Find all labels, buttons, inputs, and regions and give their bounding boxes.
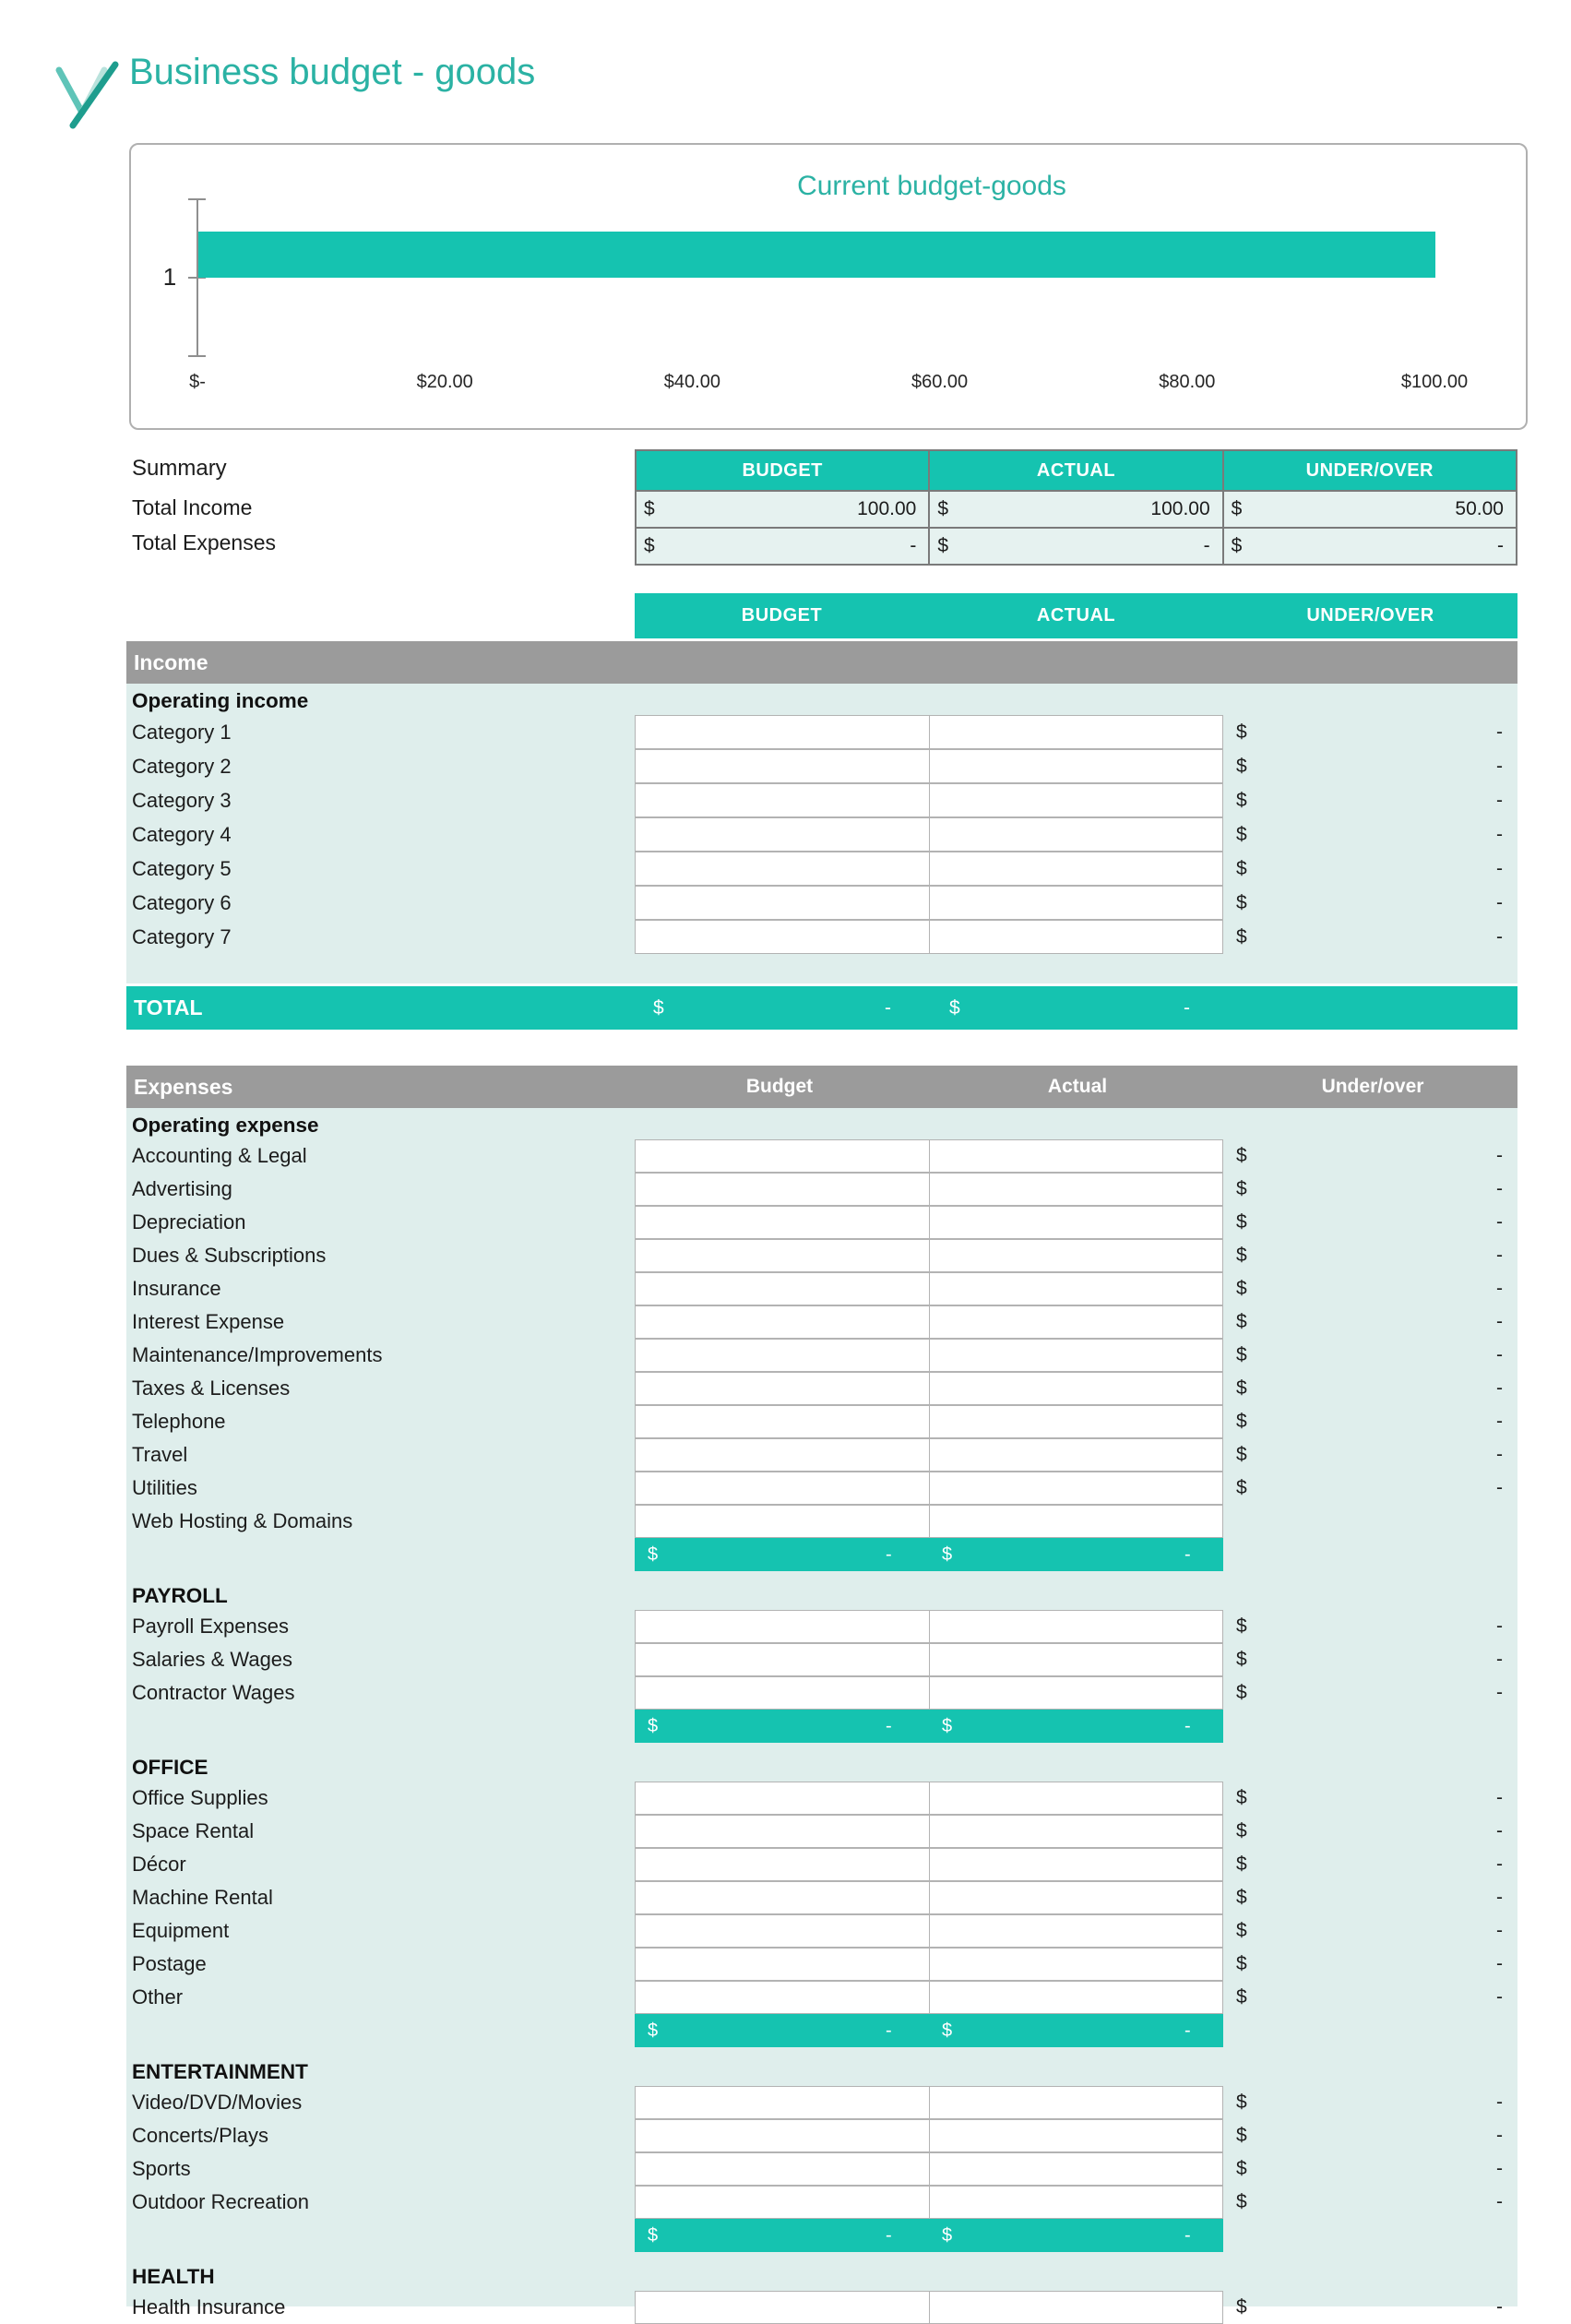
- underover-value: -: [1496, 1887, 1503, 1908]
- expense-actual-input-cell[interactable]: [929, 1372, 1223, 1405]
- income-banner-label: Income: [134, 650, 208, 674]
- expense-budget-input-cell[interactable]: [635, 1173, 930, 1206]
- expense-budget-input-cell[interactable]: [635, 2119, 930, 2152]
- expense-row: [126, 1372, 1517, 1405]
- currency-symbol: $: [942, 1544, 953, 1565]
- income-row: [126, 886, 1517, 920]
- income-row: [126, 783, 1517, 817]
- expenses-col-budget: Budget: [745, 1076, 814, 1097]
- expense-item-label: Other: [132, 1985, 184, 2008]
- amount-value: 100.00: [857, 498, 917, 519]
- underover-currency: $: [1236, 1887, 1247, 1908]
- axis-tick: [188, 198, 206, 200]
- expense-budget-input-cell[interactable]: [635, 1272, 930, 1305]
- expense-row: [126, 1815, 1517, 1848]
- currency-symbol: $: [942, 2020, 953, 2041]
- total-income-label: Total Income: [132, 495, 253, 519]
- underover-value: -: [1496, 1411, 1503, 1432]
- amount-value: -: [1184, 1544, 1191, 1565]
- expense-item-label: Space Rental: [132, 1819, 255, 1842]
- underover-value: -: [1496, 721, 1503, 743]
- x-axis-tick-label: $60.00: [911, 372, 969, 392]
- amount-value: -: [1184, 2020, 1191, 2041]
- expense-budget-input-cell[interactable]: [635, 2086, 930, 2119]
- expense-group-heading: ENTERTAINMENT: [132, 2060, 308, 2083]
- underover-value: -: [1496, 2191, 1503, 2212]
- expense-item-label: Accounting & Legal: [132, 1144, 307, 1167]
- total-expenses-budget-cell: [637, 529, 928, 564]
- amount-value: -: [886, 2020, 892, 2041]
- brand-logo-icon: [48, 59, 125, 131]
- expense-row: [126, 2119, 1517, 2152]
- expense-actual-input-cell[interactable]: [929, 1139, 1223, 1173]
- income-budget-input-cell[interactable]: [635, 886, 930, 920]
- expense-group: [126, 1750, 1517, 2047]
- expense-actual-input-cell[interactable]: [929, 1206, 1223, 1239]
- expense-group: [126, 2259, 1517, 2324]
- underover-currency: $: [1236, 2125, 1247, 2146]
- underover-value: -: [1496, 2125, 1503, 2146]
- underover-value: -: [1496, 1820, 1503, 1841]
- currency-symbol: $: [949, 997, 960, 1019]
- expense-row: [126, 1948, 1517, 1981]
- expense-actual-input-cell[interactable]: [929, 2291, 1223, 2324]
- amount-value: -: [886, 1544, 892, 1565]
- underover-currency: $: [1236, 1920, 1247, 1941]
- expense-item-label: Sports: [132, 2157, 191, 2180]
- axis-tick: [188, 355, 206, 357]
- income-col-budget: BUDGET: [741, 605, 823, 626]
- underover-currency: $: [1236, 1278, 1247, 1299]
- expense-item-label: Utilities: [132, 1476, 197, 1499]
- summary-total-income-row: [637, 490, 1516, 527]
- chart-title: Current budget-goods: [797, 171, 1066, 201]
- expense-item-label: Travel: [132, 1443, 188, 1466]
- income-budget-input-cell[interactable]: [635, 817, 930, 852]
- expense-actual-input-cell[interactable]: [929, 1505, 1223, 1538]
- amount-value: -: [1203, 535, 1210, 556]
- underover-currency: $: [1236, 1953, 1247, 1974]
- expense-row: [126, 2291, 1517, 2324]
- underover-value: -: [1496, 1682, 1503, 1703]
- amount-value: -: [1184, 1716, 1191, 1736]
- expense-item-label: Décor: [132, 1853, 186, 1876]
- income-banner: [126, 641, 1517, 684]
- income-col-underover: UNDER/OVER: [1306, 605, 1434, 626]
- currency-symbol: $: [1231, 535, 1243, 556]
- expense-row: [126, 2086, 1517, 2119]
- expense-budget-input-cell[interactable]: [635, 1405, 930, 1438]
- expense-subtotal-bar: [635, 2014, 1223, 2047]
- summary-table: [635, 449, 1517, 566]
- expense-actual-input-cell[interactable]: [929, 1305, 1223, 1339]
- expense-budget-input-cell[interactable]: [635, 1782, 930, 1815]
- expense-actual-input-cell[interactable]: [929, 2186, 1223, 2219]
- x-axis-tick-label: $100.00: [1400, 372, 1469, 392]
- income-category-label: Category 2: [132, 754, 232, 778]
- income-budget-input-cell[interactable]: [635, 783, 930, 817]
- underover-value: -: [1496, 2296, 1503, 2318]
- total-expenses-actual-cell: [928, 529, 1221, 564]
- expense-item-label: Insurance: [132, 1277, 221, 1300]
- expense-row: [126, 1782, 1517, 1815]
- expense-row: [126, 1305, 1517, 1339]
- expense-row: [126, 1405, 1517, 1438]
- income-total-label: TOTAL: [134, 995, 203, 1019]
- expense-row: [126, 1914, 1517, 1948]
- expense-actual-input-cell[interactable]: [929, 2086, 1223, 2119]
- expense-subtotal-bar: [635, 1538, 1223, 1571]
- income-columns-header: [635, 593, 1517, 638]
- expense-actual-input-cell[interactable]: [929, 2119, 1223, 2152]
- expense-row: [126, 1438, 1517, 1472]
- expense-item-label: Dues & Subscriptions: [132, 1244, 327, 1267]
- underover-value: -: [1496, 1245, 1503, 1266]
- underover-value: -: [1496, 823, 1503, 845]
- income-category-label: Category 3: [132, 788, 232, 812]
- expense-group-heading: HEALTH: [132, 2265, 215, 2288]
- expense-budget-input-cell[interactable]: [635, 1438, 930, 1472]
- income-category-label: Category 7: [132, 924, 232, 948]
- expense-item-label: Equipment: [132, 1919, 230, 1942]
- currency-symbol: $: [644, 535, 655, 556]
- expense-item-label: Video/DVD/Movies: [132, 2091, 303, 2114]
- expense-item-label: Contractor Wages: [132, 1681, 295, 1704]
- budget-chart-card: [129, 143, 1528, 430]
- chart-category-label: 1: [162, 263, 177, 291]
- underover-currency: $: [1236, 1444, 1247, 1465]
- income-category-label: Category 6: [132, 890, 232, 914]
- expense-row: [126, 1881, 1517, 1914]
- expense-actual-input-cell[interactable]: [929, 1676, 1223, 1710]
- underover-currency: $: [1236, 1344, 1247, 1365]
- expense-actual-input-cell[interactable]: [929, 1643, 1223, 1676]
- expense-row: [126, 1239, 1517, 1272]
- expense-item-label: Postage: [132, 1952, 207, 1975]
- expense-item-label: Interest Expense: [132, 1310, 285, 1333]
- currency-symbol: $: [942, 2225, 953, 2246]
- underover-currency: $: [1236, 823, 1247, 845]
- expense-budget-input-cell[interactable]: [635, 1305, 930, 1339]
- expense-row: [126, 1206, 1517, 1239]
- expense-actual-input-cell[interactable]: [929, 1272, 1223, 1305]
- income-budget-input-cell[interactable]: [635, 715, 930, 749]
- expense-item-label: Payroll Expenses: [132, 1615, 289, 1638]
- income-budget-input-cell[interactable]: [635, 852, 930, 886]
- currency-symbol: $: [937, 498, 949, 519]
- underover-currency: $: [1236, 1820, 1247, 1841]
- underover-value: -: [1496, 891, 1503, 913]
- expense-actual-input-cell[interactable]: [929, 1173, 1223, 1206]
- currency-symbol: $: [648, 2225, 659, 2246]
- underover-value: -: [1496, 1311, 1503, 1332]
- expense-subtotal-bar: [635, 1710, 1223, 1743]
- income-section: [126, 684, 1517, 983]
- underover-value: -: [1496, 1787, 1503, 1808]
- underover-currency: $: [1236, 1145, 1247, 1166]
- expense-actual-input-cell[interactable]: [929, 2152, 1223, 2186]
- income-budget-input-cell[interactable]: [635, 920, 930, 954]
- expense-item-label: Web Hosting & Domains: [132, 1509, 353, 1532]
- expense-budget-input-cell[interactable]: [635, 1239, 930, 1272]
- total-expenses-underover-cell: [1222, 529, 1516, 564]
- expenses-banner-label: Expenses: [134, 1075, 233, 1099]
- underover-value: -: [1496, 1953, 1503, 1974]
- underover-currency: $: [1236, 2158, 1247, 2179]
- expense-budget-input-cell[interactable]: [635, 1339, 930, 1372]
- expense-row: [126, 2186, 1517, 2219]
- underover-currency: $: [1236, 857, 1247, 879]
- expense-row: [126, 1505, 1517, 1538]
- expense-budget-input-cell[interactable]: [635, 1206, 930, 1239]
- underover-value: -: [1496, 1444, 1503, 1465]
- underover-currency: $: [1236, 755, 1247, 777]
- expense-group: [126, 1108, 1517, 1571]
- income-col-actual: ACTUAL: [1036, 605, 1116, 626]
- expense-budget-input-cell[interactable]: [635, 1914, 930, 1948]
- underover-currency: $: [1236, 1377, 1247, 1399]
- expense-budget-input-cell[interactable]: [635, 1676, 930, 1710]
- underover-currency: $: [1236, 2296, 1247, 2318]
- income-group-heading: Operating income: [132, 689, 309, 712]
- expense-row: [126, 1848, 1517, 1881]
- income-row: [126, 920, 1517, 954]
- expense-budget-input-cell[interactable]: [635, 1643, 930, 1676]
- expense-budget-input-cell[interactable]: [635, 1815, 930, 1848]
- expense-budget-input-cell[interactable]: [635, 1372, 930, 1405]
- amount-value: -: [1184, 2225, 1191, 2246]
- underover-value: -: [1496, 1853, 1503, 1875]
- expenses-section: [126, 1108, 1517, 2318]
- x-axis-tick-label: $-: [189, 372, 206, 392]
- underover-currency: $: [1236, 2191, 1247, 2212]
- expense-item-label: Telephone: [132, 1410, 226, 1433]
- summary-header-row: [637, 451, 1516, 490]
- income-actual-input-cell[interactable]: [929, 920, 1223, 954]
- expense-budget-input-cell[interactable]: [635, 1848, 930, 1881]
- expense-group-heading: PAYROLL: [132, 1584, 228, 1607]
- underover-currency: $: [1236, 925, 1247, 947]
- income-row: [126, 749, 1517, 783]
- amount-value: -: [910, 535, 917, 556]
- underover-value: -: [1496, 1986, 1503, 2008]
- amount-value: -: [1496, 535, 1504, 556]
- income-actual-input-cell[interactable]: [929, 886, 1223, 920]
- expense-item-label: Maintenance/Improvements: [132, 1343, 383, 1366]
- currency-symbol: $: [942, 1716, 953, 1736]
- page-title: Business budget - goods: [129, 52, 536, 92]
- expense-group-heading: Operating expense: [132, 1114, 319, 1137]
- underover-currency: $: [1236, 1986, 1247, 2008]
- currency-symbol: $: [653, 997, 664, 1019]
- expense-actual-input-cell[interactable]: [929, 1848, 1223, 1881]
- expense-group: [126, 2055, 1517, 2252]
- expense-subtotal-bar: [635, 2219, 1223, 2252]
- expense-item-label: Office Supplies: [132, 1786, 268, 1809]
- underover-value: -: [1496, 1278, 1503, 1299]
- income-total-bar: [126, 986, 1517, 1030]
- underover-currency: $: [1236, 1649, 1247, 1670]
- expense-budget-input-cell[interactable]: [635, 2152, 930, 2186]
- underover-value: -: [1496, 857, 1503, 879]
- amount-value: -: [885, 997, 891, 1019]
- currency-symbol: $: [648, 1544, 659, 1565]
- expense-item-label: Taxes & Licenses: [132, 1377, 291, 1400]
- currency-symbol: $: [937, 535, 949, 556]
- expense-budget-input-cell[interactable]: [635, 1139, 930, 1173]
- underover-currency: $: [1236, 721, 1247, 743]
- expense-row: [126, 1676, 1517, 1710]
- expense-actual-input-cell[interactable]: [929, 1610, 1223, 1643]
- underover-value: -: [1496, 2158, 1503, 2179]
- expense-actual-input-cell[interactable]: [929, 1472, 1223, 1505]
- expense-actual-input-cell[interactable]: [929, 1948, 1223, 1981]
- underover-currency: $: [1236, 1477, 1247, 1498]
- income-category-label: Category 1: [132, 720, 232, 744]
- expense-row: [126, 1610, 1517, 1643]
- expense-actual-input-cell[interactable]: [929, 1914, 1223, 1948]
- underover-currency: $: [1236, 789, 1247, 811]
- expense-row: [126, 1981, 1517, 2014]
- underover-value: -: [1496, 1178, 1503, 1199]
- expense-budget-input-cell[interactable]: [635, 1881, 930, 1914]
- expense-row: [126, 2152, 1517, 2186]
- expense-item-label: Health Insurance: [132, 2295, 286, 2318]
- underover-currency: $: [1236, 1178, 1247, 1199]
- expense-row: [126, 1643, 1517, 1676]
- expense-group-heading: OFFICE: [132, 1756, 208, 1779]
- expense-actual-input-cell[interactable]: [929, 1815, 1223, 1848]
- expense-budget-input-cell[interactable]: [635, 1948, 930, 1981]
- summary-section-label: Summary: [132, 456, 227, 481]
- underover-value: -: [1496, 1344, 1503, 1365]
- underover-value: -: [1496, 1649, 1503, 1670]
- expense-budget-input-cell[interactable]: [635, 1610, 930, 1643]
- total-expenses-label: Total Expenses: [132, 530, 276, 554]
- underover-value: -: [1496, 789, 1503, 811]
- underover-currency: $: [1236, 1682, 1247, 1703]
- income-actual-input-cell[interactable]: [929, 852, 1223, 886]
- income-row: [126, 715, 1517, 749]
- amount-value: -: [1184, 997, 1190, 1019]
- underover-currency: $: [1236, 1615, 1247, 1637]
- amount-value: 50.00: [1455, 498, 1504, 519]
- income-row: [126, 817, 1517, 852]
- income-actual-input-cell[interactable]: [929, 715, 1223, 749]
- income-actual-input-cell[interactable]: [929, 783, 1223, 817]
- expenses-banner: [126, 1066, 1517, 1108]
- amount-value: 100.00: [1150, 498, 1210, 519]
- income-row: [126, 852, 1517, 886]
- chart-bar: [198, 232, 1435, 278]
- underover-currency: $: [1236, 2092, 1247, 2113]
- x-axis-tick-label: $40.00: [663, 372, 720, 392]
- income-actual-input-cell[interactable]: [929, 817, 1223, 852]
- expense-actual-input-cell[interactable]: [929, 1239, 1223, 1272]
- expense-budget-input-cell[interactable]: [635, 1981, 930, 2014]
- underover-value: -: [1496, 1211, 1503, 1233]
- income-category-label: Category 4: [132, 822, 232, 846]
- currency-symbol: $: [1231, 498, 1243, 519]
- underover-currency: $: [1236, 891, 1247, 913]
- total-income-underover-cell: [1222, 492, 1516, 527]
- underover-currency: $: [1236, 1787, 1247, 1808]
- summary-col-actual: ACTUAL: [928, 451, 1221, 490]
- x-axis-tick-label: $80.00: [1159, 372, 1216, 392]
- underover-currency: $: [1236, 1245, 1247, 1266]
- expense-group: [126, 1579, 1517, 1743]
- expense-budget-input-cell[interactable]: [635, 2291, 930, 2324]
- underover-currency: $: [1236, 1853, 1247, 1875]
- expense-row: [126, 1139, 1517, 1173]
- expense-item-label: Advertising: [132, 1177, 232, 1200]
- underover-value: -: [1496, 755, 1503, 777]
- expense-actual-input-cell[interactable]: [929, 1782, 1223, 1815]
- expense-budget-input-cell[interactable]: [635, 1472, 930, 1505]
- expense-budget-input-cell[interactable]: [635, 2186, 930, 2219]
- expense-actual-input-cell[interactable]: [929, 1438, 1223, 1472]
- income-category-label: Category 5: [132, 856, 232, 880]
- underover-value: -: [1496, 1920, 1503, 1941]
- currency-symbol: $: [648, 1716, 659, 1736]
- income-actual-input-cell[interactable]: [929, 749, 1223, 783]
- total-income-budget-cell: [637, 492, 928, 527]
- expenses-col-actual: Actual: [1047, 1076, 1108, 1097]
- expense-row: [126, 1472, 1517, 1505]
- underover-value: -: [1496, 1615, 1503, 1637]
- underover-currency: $: [1236, 1211, 1247, 1233]
- expense-row: [126, 1339, 1517, 1372]
- underover-currency: $: [1236, 1311, 1247, 1332]
- expense-row: [126, 1173, 1517, 1206]
- currency-symbol: $: [644, 498, 655, 519]
- expense-budget-input-cell[interactable]: [635, 1505, 930, 1538]
- summary-total-expenses-row: [637, 527, 1516, 564]
- total-income-actual-cell: [928, 492, 1221, 527]
- expense-actual-input-cell[interactable]: [929, 1339, 1223, 1372]
- expense-item-label: Depreciation: [132, 1210, 246, 1234]
- expenses-col-underover: Under/over: [1321, 1076, 1424, 1097]
- underover-value: -: [1496, 1477, 1503, 1498]
- amount-value: -: [886, 2225, 892, 2246]
- expense-item-label: Salaries & Wages: [132, 1648, 293, 1671]
- expense-item-label: Machine Rental: [132, 1886, 273, 1909]
- underover-value: -: [1496, 2092, 1503, 2113]
- underover-value: -: [1496, 1145, 1503, 1166]
- amount-value: -: [886, 1716, 892, 1736]
- expense-actual-input-cell[interactable]: [929, 1405, 1223, 1438]
- expense-item-label: Concerts/Plays: [132, 2124, 268, 2147]
- underover-value: -: [1496, 925, 1503, 947]
- income-budget-input-cell[interactable]: [635, 749, 930, 783]
- currency-symbol: $: [648, 2020, 659, 2041]
- x-axis-tick-label: $20.00: [416, 372, 473, 392]
- summary-col-underover: UNDER/OVER: [1222, 451, 1516, 490]
- summary-col-budget: BUDGET: [637, 451, 928, 490]
- expense-actual-input-cell[interactable]: [929, 1981, 1223, 2014]
- underover-currency: $: [1236, 1411, 1247, 1432]
- expense-row: [126, 1272, 1517, 1305]
- underover-value: -: [1496, 1377, 1503, 1399]
- expense-actual-input-cell[interactable]: [929, 1881, 1223, 1914]
- expense-item-label: Outdoor Recreation: [132, 2190, 309, 2213]
